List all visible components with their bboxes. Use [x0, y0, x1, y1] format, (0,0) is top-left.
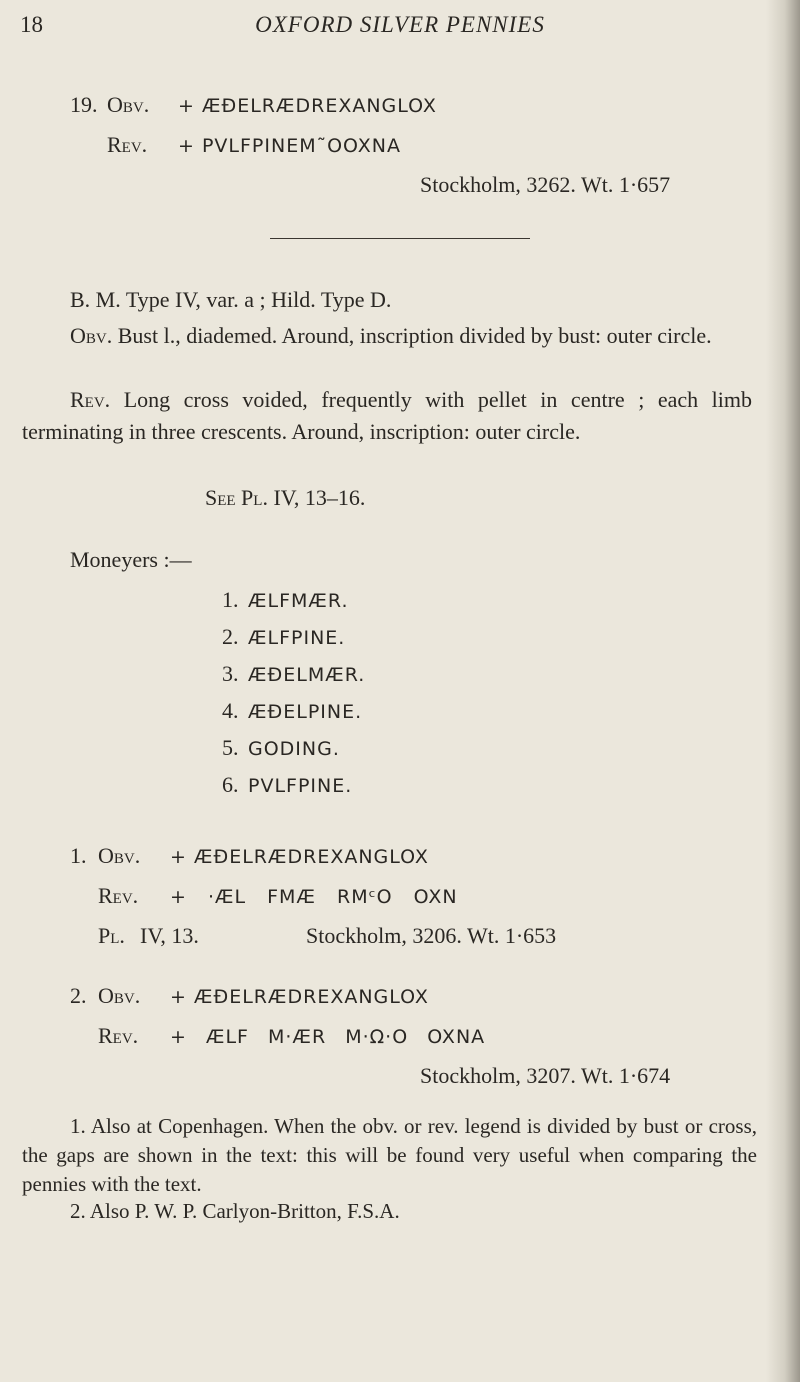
moneyer-number: 5. — [222, 735, 239, 760]
coin-2-provenance: Stockholm, 3207. Wt. 1·674 — [420, 1063, 671, 1088]
coin-1-plate-ref: IV, 13. — [140, 923, 199, 948]
entry-19-provenance: Stockholm, 3262. Wt. 1·657 — [420, 172, 671, 197]
type-obv-text: Bust l., diademed. Around, inscription divided by bust: outer circle. — [117, 323, 712, 348]
moneyer-name: GODING. — [248, 738, 340, 760]
coin-1-obv-label: Obv. — [98, 843, 141, 868]
coin-1-rev-legend: + ·ÆL FMÆ RMᶜO OXN — [170, 886, 458, 908]
type-obv-label: Obv. — [70, 323, 113, 348]
moneyer-name: ÆÐELMÆR. — [248, 664, 366, 686]
moneyer-number: 3. — [222, 661, 239, 686]
moneyer-name: ÆLFMÆR. — [248, 590, 349, 612]
see-plate-reference: See Pl. IV, 13–16. — [205, 485, 366, 510]
footnote-1: 1. Also at Copenhagen. When the obv. or rev. legend is divided by bust or cross, the gaps are shown in the text: this will be found very useful when comparing the pennies with the text. — [22, 1114, 757, 1196]
entry-19-obv-label: Obv. — [107, 92, 150, 117]
type-heading: B. M. Type IV, var. a ; Hild. Type D. — [70, 287, 392, 312]
coin-2-rev-legend: + ÆLF M·ÆR M·Ω·O OXNA — [170, 1026, 486, 1048]
moneyer-name: ÆÐELPINE. — [248, 701, 363, 723]
coin-1-obv-legend: + ÆÐELRÆDREXANGLOX — [170, 846, 429, 868]
coin-2-obv-label: Obv. — [98, 983, 141, 1008]
coin-1-number: 1. — [70, 843, 87, 868]
type-rev-label: Rev. — [70, 387, 111, 412]
type-rev-text: Long cross voided, frequently with pellet in centre ; each limb terminating in three crescents. Around, inscription: outer circle. — [22, 387, 752, 444]
page-edge-shadow — [766, 0, 800, 1382]
moneyer-name: ÆLFPINE. — [248, 627, 346, 649]
coin-1-plate-label: Pl. — [98, 923, 125, 948]
entry-19-obv-legend: + ÆÐELRÆDREXANGLOX — [178, 95, 437, 117]
running-title: OXFORD SILVER PENNIES — [255, 12, 545, 37]
coin-1-provenance: Stockholm, 3206. Wt. 1·653 — [306, 923, 557, 948]
moneyer-number: 2. — [222, 624, 239, 649]
moneyers-label: Moneyers :— — [70, 547, 192, 572]
page-number: 18 — [20, 12, 43, 37]
entry-19-rev-label: Rev. — [107, 132, 148, 157]
type-rev-description — [22, 384, 752, 448]
footnote-2: 2. Also P. W. P. Carlyon-Britton, F.S.A. — [70, 1199, 400, 1223]
section-divider — [270, 238, 530, 239]
moneyer-name: PVLFPINE. — [248, 775, 353, 797]
moneyer-number: 6. — [222, 772, 239, 797]
type-obv-description — [22, 320, 752, 352]
moneyer-number: 1. — [222, 587, 239, 612]
coin-2-number: 2. — [70, 983, 87, 1008]
moneyer-number: 4. — [222, 698, 239, 723]
entry-19-rev-legend: + PVLFPINEM˜OOXNA — [178, 135, 402, 157]
entry-19-number: 19. — [70, 92, 98, 117]
coin-2-rev-label: Rev. — [98, 1023, 139, 1048]
coin-2-obv-legend: + ÆÐELRÆDREXANGLOX — [170, 986, 429, 1008]
coin-1-rev-label: Rev. — [98, 883, 139, 908]
